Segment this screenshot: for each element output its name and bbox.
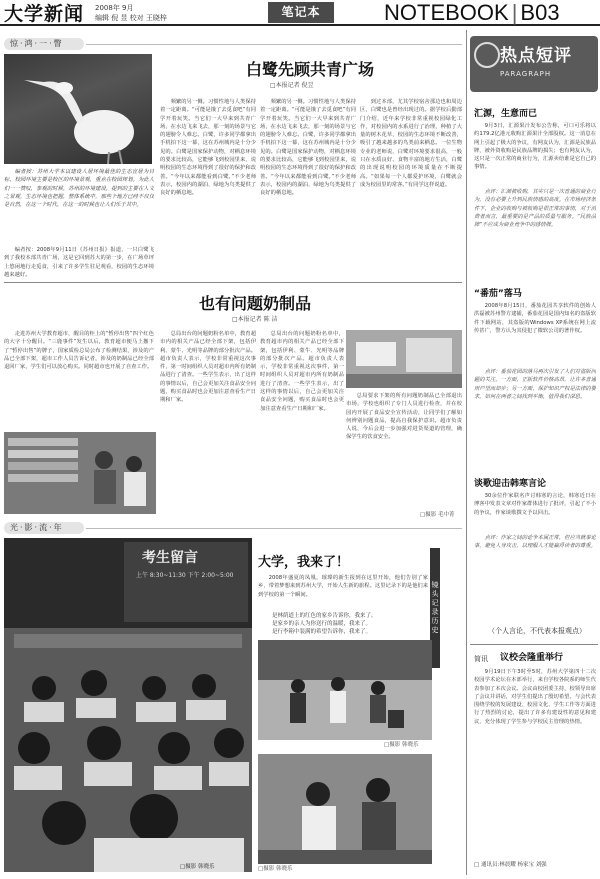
milk-column-4: [346, 392, 462, 510]
assembly-body: [474, 668, 596, 854]
egret-editor-note: [4, 168, 154, 246]
megaphone-icon: [474, 42, 500, 68]
egret-column-3: [260, 98, 356, 278]
brief-label: 简讯: [474, 655, 488, 663]
university-point: 是家乡的亲人为你送行的温暖，我来了。: [272, 621, 372, 627]
huiyuan-body-text: 9月3日，汇源果汁发布公告称，可口可乐将以约179.2亿港元收购汇源果汁全部股权。这一消息在网上引起了极大的争议，有网友认为，汇源是民族品牌，被外资收购是民族品牌的损失；也有网友认为，这只是一次正常的商业行为，汇源卖给谁是它自己的事情。: [474, 123, 596, 171]
issue-date: 2008年 9月: [95, 4, 134, 12]
egret-photo: [4, 54, 152, 164]
assembly-body-text: 9月19日下午3时至5时，苏州大学第四十二次校园学术论坛在本部举行，来自学校各院系的师生代表参加了本次会议。会议由校团委主持，校领导出席了会议并讲话，对学生们提出了殷切希望。与会代表围绕学校的发展建设、校园文化、学生工作等方面进行了热烈的讨论，提出了许多有建设性的意见和建议，充分体现了学生参与学校民主管理的热情。: [474, 669, 596, 725]
milk-shelf-photo: [346, 330, 462, 388]
paper-name: 大学新闻: [4, 3, 85, 25]
strip-top-line: [86, 44, 462, 45]
arrival-photo-credit-1: □摄影 韩晓乐: [384, 742, 419, 748]
strip-middle-label: 光·影·流·年: [4, 522, 84, 534]
tomato-body: [474, 302, 596, 366]
section-label: 笔记本: [268, 2, 334, 23]
huiyuan-comment: [474, 188, 596, 278]
milk-photo-credit: □摄影 毛中菁: [420, 512, 455, 518]
exam-sign: 考生留言: [142, 550, 198, 566]
egret-intro2-text: 编者按：2008年9月11日《苏州日报》报道，一只白鹭飞到了我校本部共青广场，这是它回到苏大的第一步，在广场草坪上悠闲地行走觅食，引来了许多学生驻足观看，校园的生态环境越来越好。: [4, 247, 154, 278]
milk-column-1: [4, 330, 154, 430]
arrival-illustration-1: [258, 640, 432, 740]
hot-comment-subtitle: PARAGRAPH: [500, 70, 552, 78]
egret-col3-text: 频繁的另一侧。习惯性地与人类保持着一定距离。“可能是饿了去觅食吧”有同学开着玩笑。当它们一大早来到共青广场，在水边飞来飞去，那一刻的场景与它的翅膀令人难忘。白鹭，许多同学都拿出手机拍下这一幕，这在苏州城内是十分少见的。白鹭是国家保护动物，对栖息环境的要求比较高，它能够飞到校园里来，说明校园的生态环境得到了很好的保护和改善。“今年以来都能看到白鹭。”不少老师表示，校园内的湖泊、绿地为鸟类提供了良好的栖息地。: [260, 99, 356, 197]
egret-column-2: [160, 98, 256, 278]
classroom-illustration: [4, 538, 252, 872]
supermarket-illustration: [4, 432, 156, 514]
tomato-comment-text: 点评：番茄花园的落马再次引发了人们对盗版问题的关注。一方面，正版软件价格高昂，让许多普通用户望而却步；另一方面，保护知识产权是法律的要求。如何在两者之间找到平衡，值得我们深思。: [474, 369, 596, 400]
egret-col2-text: 频繁的另一侧。习惯性地与人类保持着一定距离。“可能是饿了去觅食吧”有同学开着玩笑。当它们一大早来到共青广场，在水边飞来飞去，那一刻的场景与它的翅膀令人难忘。白鹭，许多同学都拿出手机拍下这一幕，这在苏州城内是十分少见的。白鹭是国家保护动物，对栖息环境的要求比较高，它能够飞到校园里来，说明校园的生态环境得到了很好的保护和改善。“今年以来都能看到白鹭。”不少老师表示，校园内的湖泊、绿地为鸟类提供了良好的栖息地。: [160, 99, 256, 197]
notebook-label: [384, 0, 560, 26]
milk-headline: 也有问题奶制品: [198, 294, 311, 313]
huiyuan-body: [474, 122, 596, 186]
egret-column-4: [360, 98, 462, 278]
arrival-photo-2: [258, 754, 432, 864]
university-point: 是行李箱中装满的希望告诉你，我来了。: [272, 629, 372, 635]
notebook-word: NOTEBOOK: [384, 0, 509, 25]
assembly-byline: □ 通讯员:林晨耀 杨家宝 刘强: [474, 862, 547, 868]
milk-byline: □本报记者 陈 洁: [232, 316, 278, 323]
hanhan-headline: 谈歌迎击韩寒言论: [474, 479, 547, 489]
milk-col4-text: 总局要求下架的所有问题奶制品已全部退出市场，学校也组织了专门人员进行检查，并在校园内开展了食品安全宣传活动，让同学们了解如何辨别问题食品，提高自我保护意识。超市负责人说，今后会进一步加强对进货渠道的管理，确保学生的饮食安全。: [346, 393, 462, 441]
hanhan-body: [474, 492, 596, 532]
lens-history-tag: 镜头记录历史: [430, 548, 440, 668]
hanhan-comment: [474, 534, 596, 604]
supermarket-photo: [4, 432, 156, 514]
strip-middle-line: [86, 528, 462, 529]
milk-col1-text: 走进苏州大学教育超市，醒目的柜上的“暂停出售”四个红色的大字十分醒目。“三鹿事件”发生以后，教育超市便马上撤下了“暂停出售”的牌子，国家质检总局公布了检测结果，涉及的产品已全部下架，超市工作人员告诉记者，涉及的奶制品已经全部退回厂家，学生们可以放心购买。同时超市也开展了自查工作。: [4, 331, 154, 371]
opinion-disclaimer: （个人言论，不代表本报观点）: [488, 627, 586, 635]
milk-column-2: [160, 330, 256, 510]
strip-top-label: 惊·鸿·一·瞥: [4, 38, 84, 50]
arrival-photo-1: [258, 640, 432, 740]
classroom-photo-credit: □摄影 韩晓乐: [180, 864, 215, 870]
huiyuan-comment-text: 点评：汇源被收购，其实只是一次普通的商业行为，没有必要上升到民族情感的高度。在市场经济条件下，企业的收购与被收购是很正常的事情，对于消费者而言，最重要的是产品的质量与服务。“民族品牌”不应成为商业竞争中的感情牌。: [474, 189, 596, 229]
egret-byline: □本报记者 倪昱: [270, 82, 314, 89]
egret-col4-text: 到过本部，尤其学校宿舍那边也和周边区，白鹭也是曾经出现过的。据学校后勤部门介绍，近年来学校非常重视校园绿化工作，对校园内的水系进行了治理，种植了大量的树木花草，校园的生态环境不断改善，吸引了越来越多的鸟类前来栖息。一位生物专业的老师说，白鹭对环境要求很高，一般只在水质良好、食物丰富的地方生活，白鹭的出现说明校园的环境质量在不断提高。“如果每一个人都爱护环境，白鹭就会成为校园里的常客。”有同学这样说道。: [360, 99, 462, 188]
hanhan-body-text: 30余位作家联名声讨韩寒的言论，韩寒近日在博客中发表文章对作家群体进行了批评，引起了不小的争议，作家谈歌撰文予以回击。: [474, 493, 596, 516]
tomato-comment: [474, 368, 596, 468]
milk-shelf-illustration: [346, 330, 462, 388]
tomato-headline: “番茄”落马: [474, 289, 522, 299]
column-divider: [466, 30, 467, 875]
university-intro: [258, 574, 428, 610]
university-headline: 大学，我来了！: [258, 555, 350, 570]
exam-sign-notice: 上午 8:30~11:30 下午 2:00~5:00: [136, 572, 234, 579]
huiyuan-headline: 汇源，生意而已: [474, 109, 538, 119]
right-divider: [470, 644, 598, 645]
exam-classroom-photo: [4, 538, 252, 872]
assembly-headline: 议校会隆重举行: [500, 653, 564, 663]
university-point: 是林荫道上的红色的家乡告诉你，我来了。: [272, 613, 377, 619]
university-intro-text: 2008年盛夏的凤凰，璀璨的新生报到在这里开始，他们告别了家乡，带着梦想来到苏州大学，开始人生新的旅程。这里记录下的是他们来到学校的第一个瞬间。: [258, 575, 428, 598]
hanhan-comment-text: 点评：作家之间的论争本属正常，但应当就事论事，避免人身攻击，以理服人才能赢得读者的尊重。: [474, 535, 596, 550]
tomato-body-text: 2008年8月15日，番茄花园共享软件的创始人洪磊被苏州警方逮捕，番茄花园是国内知名的盗版软件下载网站，其盗版的Windows XP系统在网上流传甚广，警方认为其侵犯了微软公司的著作权。: [474, 303, 596, 334]
hot-comment-title: 热点短评: [500, 46, 572, 66]
arrival-photo-credit-2: □摄影 韩晓乐: [258, 866, 293, 872]
egret-report: [4, 246, 154, 326]
egret-intro-text: 编者按：苏州大学本以建设人居环境最佳的生态宜居为目标，校园环境主要是校区的环境景观，重点在校园规划。为此人们一一赞叹，参观的时候，苏州的环境建设，提到的主要在人文之景观，生态环境也把握，整体系统中，那些个地方已经不仅仅是自然，在这一个时代，在这一的时候也让人们乐于其中。: [4, 169, 154, 209]
milk-column-3: [260, 330, 344, 510]
masthead: [0, 0, 600, 26]
page-number: B03: [520, 0, 560, 25]
page-divider: |: [511, 0, 518, 25]
university-points: [272, 612, 432, 636]
editor-credits: 编辑 倪 昱 校对 王晓梓: [95, 14, 167, 22]
egret-illustration: [4, 54, 152, 164]
hot-comment-banner: [470, 36, 598, 92]
arrival-illustration-2: [258, 754, 432, 864]
milk-col2-text: 总局出台的问题奶粉名单中，教育超市内的相关产品已经全部下架，包括伊利、蒙牛、光明等品牌的部分批次产品。超市负责人表示，学校非常重视这次事件，第一时间组织人员对超市内所有奶制品进行了清查。一些学生表示，出了这样的事情以后，自己会更加关注食品安全问题，购买食品时也会更加注意查看生产日期和厂家。: [160, 331, 256, 404]
egret-headline: 白鹭先顾共青广场: [245, 60, 374, 79]
section-divider-1: [4, 282, 462, 283]
milk-col3-text: 总局出台的问题奶粉名单中，教育超市内的相关产品已经全部下架，包括伊利、蒙牛、光明等品牌的部分批次产品。超市负责人表示，学校非常重视这次事件，第一时间组织人员对超市内所有奶制品进行了清查。一些学生表示，出了这样的事情以后，自己会更加关注食品安全问题，购买食品时也会更加注意查看生产日期和厂家。: [260, 331, 344, 412]
